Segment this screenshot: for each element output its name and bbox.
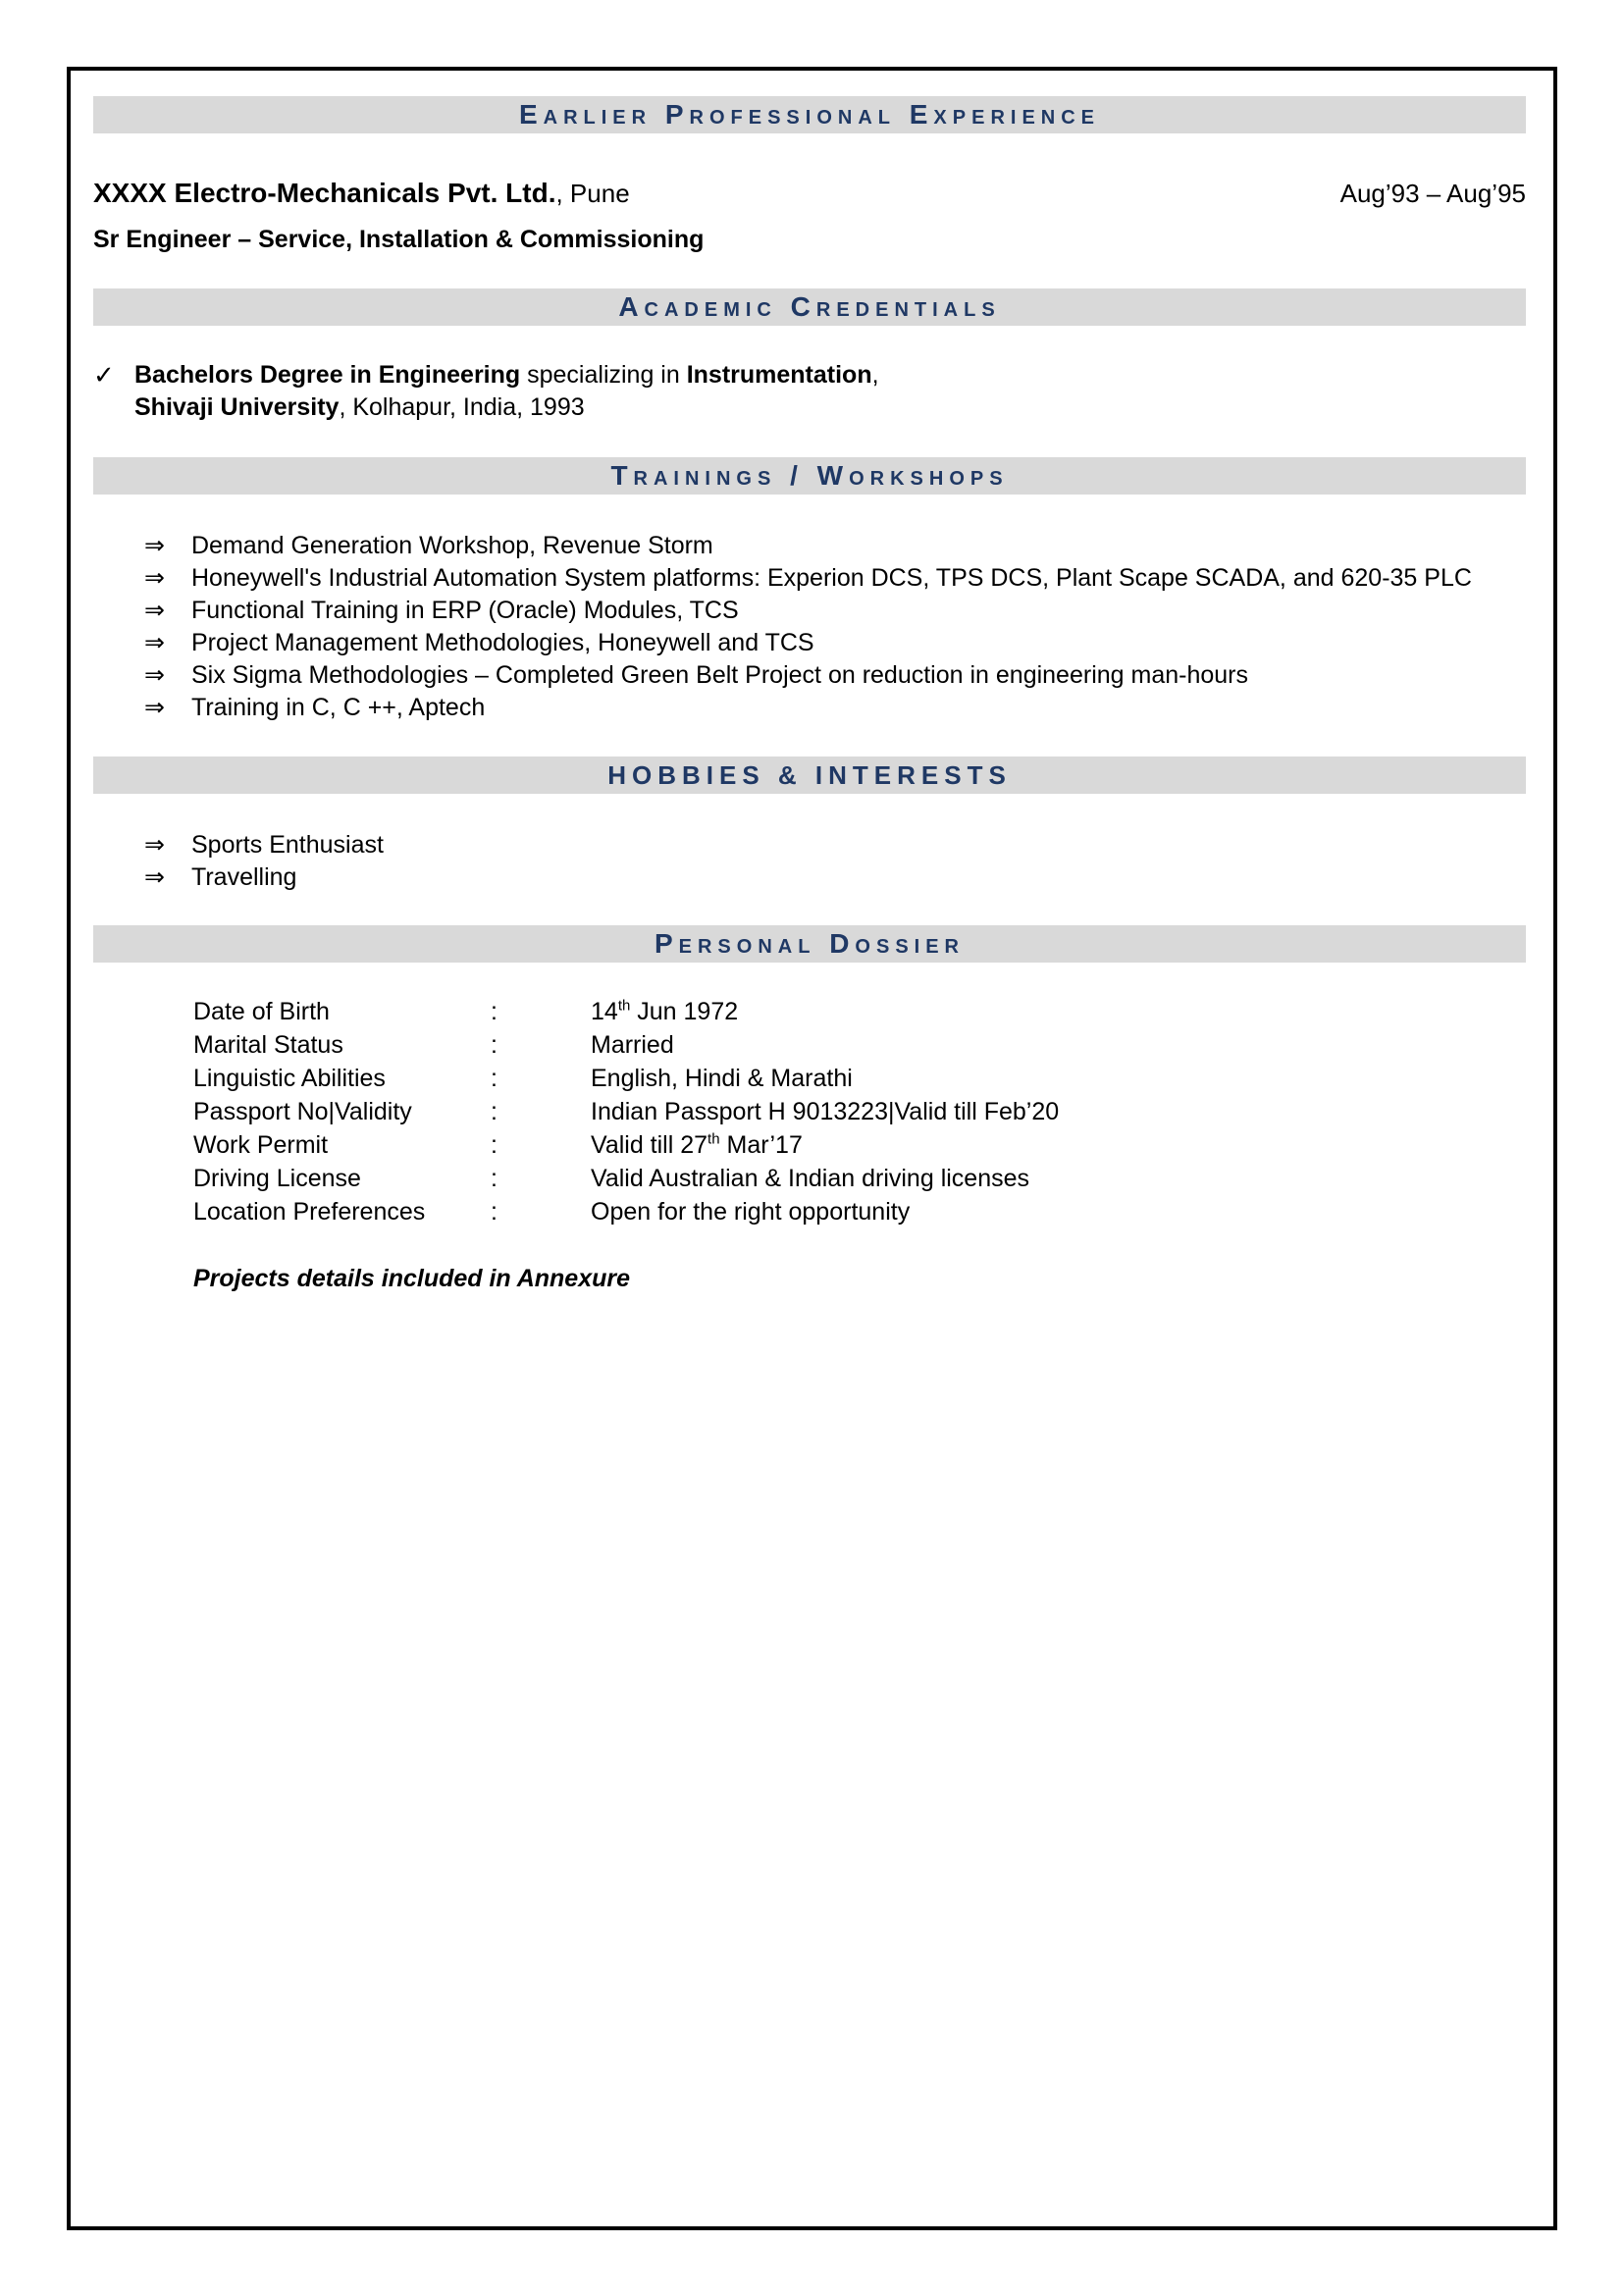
dossier-colon: : (491, 1198, 498, 1226)
page-border-frame (67, 67, 1557, 2230)
dossier-row (193, 1162, 1526, 1195)
training-item (144, 595, 1526, 627)
hobby-item-text: Sports Enthusiast (191, 831, 384, 859)
training-item-text: Demand Generation Workshop, Revenue Storm (191, 532, 713, 559)
section-bar-earlier-professional-experience (93, 96, 1526, 133)
training-item-text: Functional Training in ERP (Oracle) Modules, TCS (191, 597, 739, 624)
section-title-academic-credentials: Academic Credentials (618, 291, 1001, 322)
hobby-item (144, 829, 1526, 861)
training-item-text: Project Management Methodologies, Honeywell and TCS (191, 629, 814, 656)
page-content (71, 96, 1553, 1295)
dossier-row (193, 995, 1526, 1028)
degree-specialization: Instrumentation (686, 361, 872, 389)
company-name: XXXX Electro-Mechanicals Pvt. Ltd. (93, 178, 556, 208)
experience-role: Sr Engineer – Service, Installation & Commissioning (93, 226, 705, 253)
personal-dossier-table (93, 995, 1526, 1228)
university-details: , Kolhapur, India, 1993 (339, 393, 585, 421)
dossier-label: Linguistic Abilities (193, 1065, 386, 1092)
dossier-label: Marital Status (193, 1031, 343, 1059)
dossier-value: 14th Jun 1972 (591, 997, 739, 1025)
dossier-label: Work Permit (193, 1131, 329, 1159)
dossier-label: Location Preferences (193, 1198, 426, 1226)
training-item (144, 562, 1526, 595)
academic-degree-line (134, 359, 879, 391)
arrow-icon: ⇒ (144, 831, 165, 859)
experience-company-line (93, 177, 630, 215)
hobby-item-text: Travelling (191, 863, 297, 891)
dossier-value: Open for the right opportunity (591, 1198, 911, 1226)
degree-name: Bachelors Degree in Engineering (134, 361, 521, 389)
check-icon: ✓ (93, 360, 115, 390)
training-item-text: Honeywell's Industrial Automation System platforms: Experion DCS, TPS DCS, Plant Scape SCADA, and 620-35 PLC (191, 564, 1472, 592)
training-item (144, 627, 1526, 659)
section-bar-trainings-workshops (93, 457, 1526, 495)
university-name: Shivaji University (134, 393, 340, 421)
dossier-colon: : (491, 1165, 498, 1192)
dossier-label: Driving License (193, 1165, 361, 1192)
arrow-icon: ⇒ (144, 661, 165, 689)
dossier-label: Date of Birth (193, 998, 330, 1025)
experience-date-range: Aug’93 – Aug’95 (1339, 179, 1526, 208)
arrow-icon: ⇒ (144, 597, 165, 624)
academic-item (93, 359, 1526, 424)
dossier-colon: : (491, 1098, 498, 1125)
hobby-item (144, 861, 1526, 894)
arrow-icon: ⇒ (144, 629, 165, 656)
dossier-value: Valid till 27th Mar’17 (591, 1130, 803, 1159)
section-title-personal-dossier: Personal Dossier (654, 928, 966, 959)
dossier-label: Passport No|Validity (193, 1098, 412, 1125)
degree-line-tail: , (871, 361, 879, 389)
dossier-row (193, 1128, 1526, 1162)
section-bar-personal-dossier (93, 925, 1526, 963)
dossier-value: Indian Passport H 9013223|Valid till Feb’20 (591, 1098, 1060, 1125)
section-title-earlier-professional-experience: Earlier Professional Experience (518, 99, 1101, 130)
dossier-value: English, Hindi & Marathi (591, 1065, 853, 1092)
training-item (144, 659, 1526, 692)
academic-university-line (134, 391, 879, 424)
dossier-row (193, 1062, 1526, 1095)
dossier-colon: : (491, 1131, 498, 1159)
dossier-row (193, 1028, 1526, 1062)
section-bar-hobbies-interests (93, 757, 1526, 794)
dossier-value: Married (591, 1031, 674, 1059)
hobbies-list (93, 829, 1526, 894)
arrow-icon: ⇒ (144, 532, 165, 559)
dossier-colon: : (491, 1065, 498, 1092)
experience-entry (93, 177, 1526, 215)
arrow-icon: ⇒ (144, 694, 165, 721)
section-bar-academic-credentials (93, 288, 1526, 326)
dossier-colon: : (491, 998, 498, 1025)
arrow-icon: ⇒ (144, 564, 165, 592)
dossier-colon: : (491, 1031, 498, 1059)
training-item (144, 692, 1526, 724)
training-item (144, 530, 1526, 562)
section-title-hobbies-interests: HOBBIES & INTERESTS (607, 759, 1012, 790)
annexure-note: Projects details included in Annexure (193, 1265, 631, 1292)
section-title-trainings-workshops: Trainings / Workshops (610, 460, 1009, 491)
academic-text (134, 359, 879, 424)
training-item-text: Six Sigma Methodologies – Completed Green Belt Project on reduction in engineering man-hours (191, 661, 1248, 689)
company-location: , Pune (555, 179, 630, 208)
training-item-text: Training in C, C ++, Aptech (191, 694, 486, 721)
arrow-icon: ⇒ (144, 863, 165, 891)
dossier-value: Valid Australian & Indian driving licenses (591, 1165, 1030, 1192)
degree-connector: specializing in (520, 361, 687, 389)
trainings-list (93, 530, 1526, 724)
dossier-row (193, 1095, 1526, 1128)
dossier-row (193, 1195, 1526, 1228)
